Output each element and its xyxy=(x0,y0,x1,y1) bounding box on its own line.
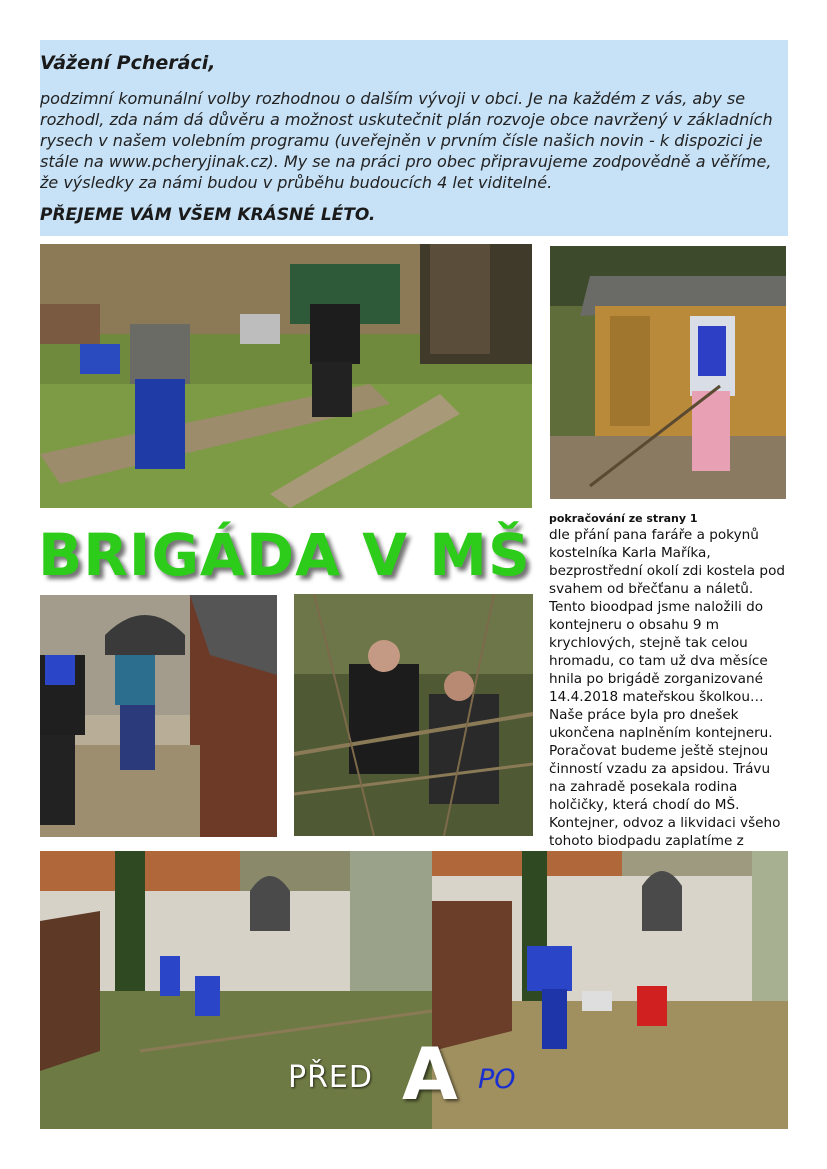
article xyxy=(549,512,789,849)
intro-wish: PŘEJEME VÁM VŠEM KRÁSNÉ LÉTO. xyxy=(40,205,376,225)
caption-before: PŘED xyxy=(288,1060,373,1095)
intro-greeting: Vážení Pcheráci, xyxy=(40,52,216,74)
intro-body: podzimní komunální volby rozhodnou o dalším vývoji v obci. Je na každém z vás, aby se rozhodl, zda nám dá důvěru a možnost uskutečnit plán rozvoje obce navržený v základních rysech v našem volebním programu (uveřejněn v prvním čísle našich novin - k dispozici je stále na www.pcheryjinak.cz). My se na práci pro obec připravujeme zodpovědně a věříme, že výsledky za námi budou v průběhu budoucích 4 let viditelné. xyxy=(40,89,773,192)
caption-and: A xyxy=(402,1032,458,1116)
before-after-caption xyxy=(288,1030,548,1116)
article-text: dle přání pana faráře a pokynů kostelníka Karla Maříka, bezprostřední okolí zdi kostela pod svahem od břečťanu a náletů. Tento bioodpad jsme naložili do kontejneru o obsahu 9 m krychlových, stejně tak celou hromadu, co tam už dva měsíce hnila po brigádě zorganizované 14.4.2018 mateřskou školkou… Naše práce byla pro dnešek ukončena naplněním kontejneru. Poračovat budeme ještě stejnou činností vzadu za apsidou. Trávu na zahradě posekala rodina holčičky, která chodí do MŠ. Kontejner, odvoz a likvidaci všeho tohoto biodpadu zaplatíme z xyxy=(549,527,786,849)
caption-after: PO xyxy=(478,1064,516,1095)
photo-woman-rake xyxy=(550,246,786,499)
intro-box xyxy=(40,40,788,236)
photo-men-hoeing xyxy=(40,244,532,508)
article-continued: pokračování ze strany 1 xyxy=(549,512,698,525)
photo-women-raking xyxy=(40,595,277,837)
photo-men-cutting xyxy=(294,594,533,836)
headline: BRIGÁDA V MŠ xyxy=(38,521,531,589)
